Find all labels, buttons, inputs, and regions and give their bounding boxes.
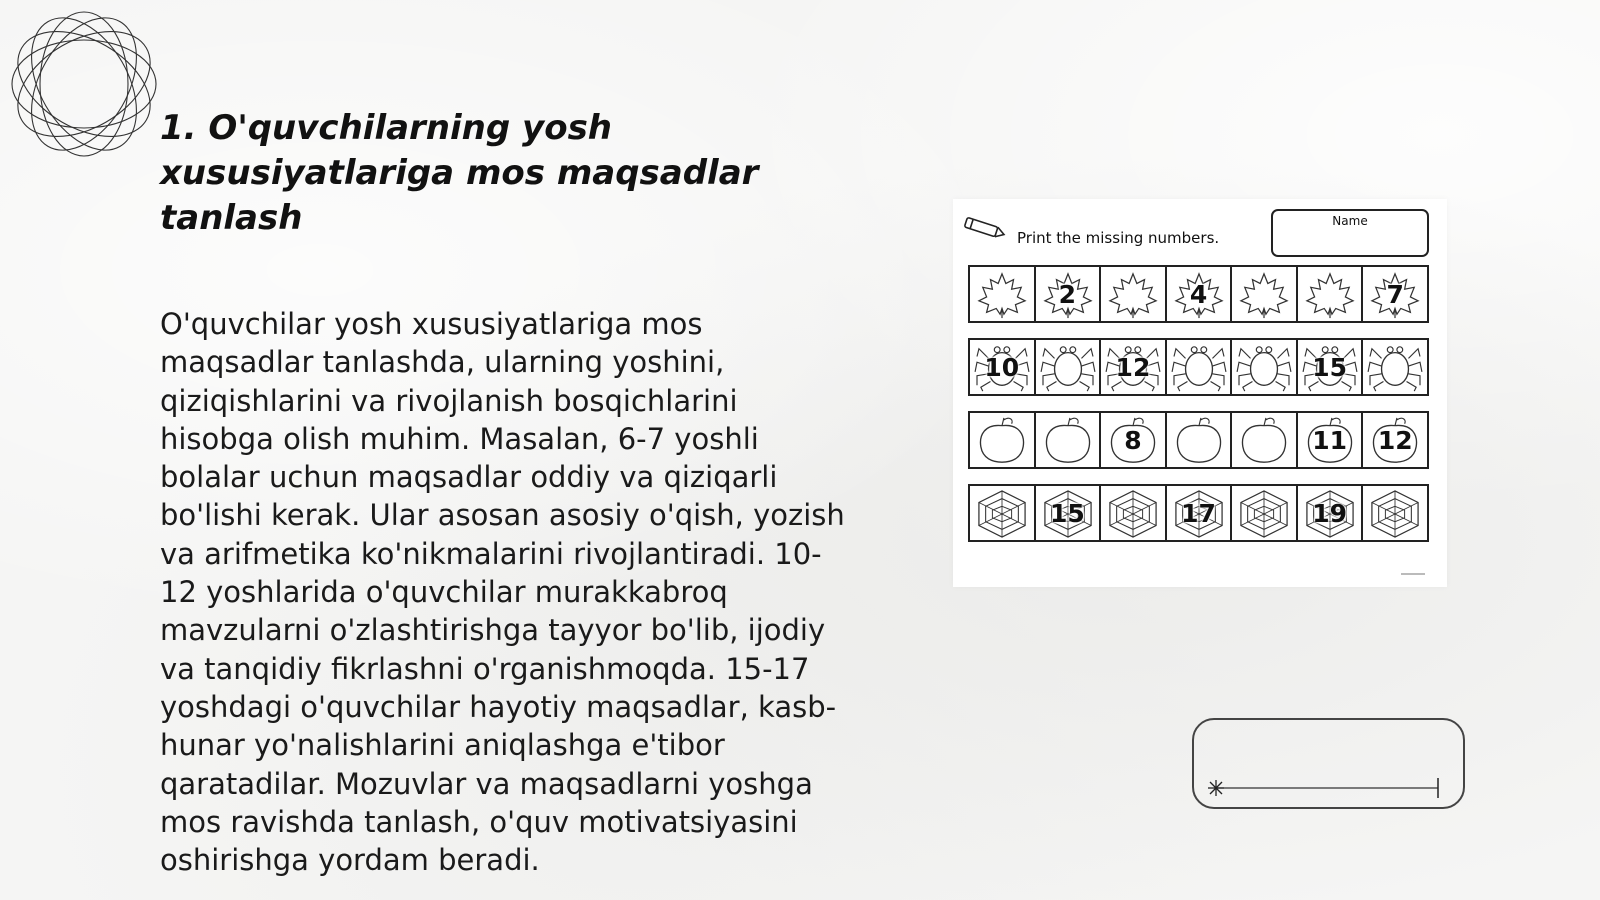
worksheet-cell xyxy=(1232,340,1298,394)
spider-icon xyxy=(1171,343,1227,393)
worksheet-number: 11 xyxy=(1312,425,1348,455)
worksheet-number: 7 xyxy=(1386,279,1404,309)
worksheet-cell xyxy=(1036,486,1102,540)
worksheet-cell xyxy=(1363,340,1427,394)
web-icon xyxy=(1236,489,1292,539)
spirograph-icon xyxy=(8,8,160,160)
worksheet-row xyxy=(968,265,1429,323)
worksheet-row xyxy=(968,484,1429,542)
leaf-icon xyxy=(974,270,1030,320)
worksheet-cell xyxy=(1167,340,1233,394)
worksheet-number: 2 xyxy=(1058,279,1077,309)
worksheet-footer-mark xyxy=(1401,573,1425,575)
worksheet-cell xyxy=(1101,340,1167,394)
worksheet-cell xyxy=(1101,267,1167,321)
worksheet-image xyxy=(953,199,1447,587)
worksheet-cell xyxy=(1363,413,1427,467)
leaf-icon xyxy=(1105,270,1161,320)
line-slider-widget xyxy=(1192,718,1465,809)
worksheet-cell xyxy=(970,340,1036,394)
name-box xyxy=(1271,209,1429,257)
worksheet-number: 17 xyxy=(1181,498,1216,528)
worksheet-cell xyxy=(970,413,1036,467)
pumpkin-icon xyxy=(974,416,1030,466)
worksheet-cell xyxy=(1167,486,1233,540)
worksheet-cell xyxy=(1298,413,1364,467)
pumpkin-icon xyxy=(1236,416,1292,466)
worksheet-cell xyxy=(970,267,1036,321)
worksheet-cell xyxy=(1167,267,1233,321)
worksheet-number: 8 xyxy=(1124,425,1142,455)
leaf-icon xyxy=(1236,270,1292,320)
spider-icon xyxy=(1367,343,1423,393)
worksheet-cell xyxy=(1298,340,1364,394)
worksheet-cell xyxy=(1036,413,1102,467)
worksheet-cell xyxy=(1298,486,1364,540)
web-icon xyxy=(974,489,1030,539)
worksheet-cell xyxy=(1298,267,1364,321)
worksheet-number: 4 xyxy=(1189,279,1208,309)
name-label: Name xyxy=(1332,214,1368,228)
slide-title: 1. O'quvchilarning yosh xususiyatlariga mos maqsadlar tanlash xyxy=(160,108,759,238)
worksheet-number: 19 xyxy=(1312,498,1348,528)
worksheet-cell xyxy=(1036,340,1102,394)
worksheet-number: 15 xyxy=(1049,498,1085,528)
spider-icon xyxy=(1236,343,1292,393)
worksheet-number: 15 xyxy=(1312,352,1348,382)
web-icon xyxy=(1367,489,1423,539)
worksheet-cell xyxy=(1363,267,1427,321)
worksheet-cell xyxy=(1232,267,1298,321)
line-slider-icon xyxy=(1194,720,1463,807)
worksheet-row xyxy=(968,411,1429,469)
worksheet-instruction: Print the missing numbers. xyxy=(1017,229,1220,247)
pencil-icon xyxy=(961,215,1007,241)
worksheet-cell xyxy=(1101,413,1167,467)
slide-body-text: O'quvchilar yosh xususiyatlariga mos maqsadlar tanlashda, ularning yoshini, qiziqishlarini va rivojlanish bosqichlarini hisobga olish muhim. Masalan, 6-7 yoshli bolalar uchun maqsadlar oddiy va qiziqarli bo'lishi kerak. Ular asosan asosiy o'qish, yozish va arifmetika ko'nikmalarini rivojlantiradi. 10-12 yoshlarida o'quvchilar murakkabroq mavzularni o'zlashtirishga tayyor bo'lib, ijodiy va tanqidiy fikrlashni o'rganishmoqda. 15-17 yoshdagi o'quvchilar hayotiy maqsadlar, kasb-hunar yo'nalishlarini aniqlashga e'tibor qaratadilar. Mozuvlar va maqsadlarni yoshga mos ravishda tanlash, o'quv motivatsiyasini oshirishga yordam beradi. xyxy=(160,307,845,878)
worksheet-cell xyxy=(970,486,1036,540)
worksheet-number: 12 xyxy=(1377,425,1413,455)
worksheet-cell xyxy=(1232,413,1298,467)
web-icon xyxy=(1105,489,1161,539)
worksheet-cell xyxy=(1232,486,1298,540)
worksheet-cell xyxy=(1363,486,1427,540)
worksheet-cell xyxy=(1167,413,1233,467)
worksheet-row xyxy=(968,338,1429,396)
worksheet-cell xyxy=(1036,267,1102,321)
leaf-icon xyxy=(1302,270,1358,320)
pumpkin-icon xyxy=(1171,416,1227,466)
worksheet-number: 10 xyxy=(984,352,1020,382)
worksheet-number: 12 xyxy=(1115,352,1151,382)
worksheet-cell xyxy=(1101,486,1167,540)
spider-icon xyxy=(1040,343,1096,393)
pumpkin-icon xyxy=(1040,416,1096,466)
